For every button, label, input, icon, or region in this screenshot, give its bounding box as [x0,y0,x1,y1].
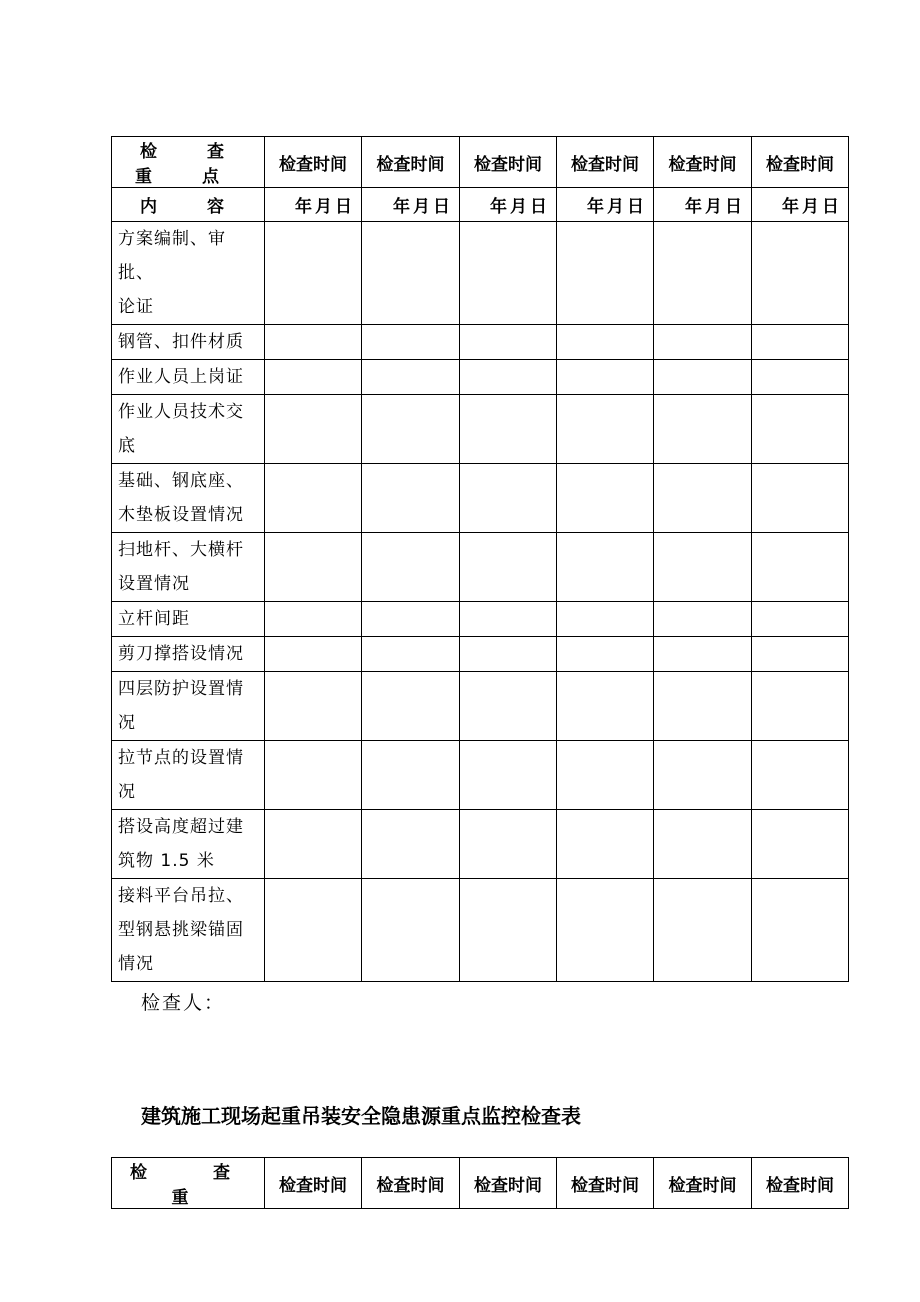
table-row [112,222,849,325]
check-item-line: 况 [118,713,136,733]
blank-check-cell[interactable] [752,741,849,810]
check-item-line: 接料平台吊拉、 [118,886,244,906]
blank-check-cell[interactable] [362,602,460,637]
blank-check-cell[interactable] [362,464,460,533]
blank-check-cell[interactable] [265,741,362,810]
date-cell: 年月日 [362,188,460,222]
check-item [112,879,265,982]
check-item [112,602,265,637]
key-points-label-line2: 内 容 [140,197,246,217]
blank-check-cell[interactable] [265,360,362,395]
table-row [112,395,849,464]
blank-check-cell[interactable] [460,637,557,672]
check-item-line: 筑物 1.5 米 [118,851,215,871]
blank-check-cell[interactable] [752,325,849,360]
blank-check-cell[interactable] [557,810,654,879]
blank-check-cell[interactable] [654,602,752,637]
blank-check-cell[interactable] [460,325,557,360]
blank-check-cell[interactable] [362,672,460,741]
blank-check-cell[interactable] [752,533,849,602]
key-points-label-line1: 检 查 重 点 [135,142,246,187]
blank-check-cell[interactable] [752,637,849,672]
check-item [112,741,265,810]
blank-check-cell[interactable] [752,672,849,741]
blank-check-cell[interactable] [557,602,654,637]
blank-check-cell[interactable] [557,395,654,464]
inspection-time-header: 检查时间 [265,137,362,188]
blank-check-cell[interactable] [362,879,460,982]
check-item-line: 方案编制、审批、 [118,229,226,283]
blank-check-cell[interactable] [265,810,362,879]
blank-check-cell[interactable] [265,325,362,360]
check-item-line: 作业人员技术交 [118,402,244,422]
date-cell: 年月日 [654,188,752,222]
check-item-line: 设置情况 [118,574,190,594]
inspection-time-header: 检查时间 [460,137,557,188]
inspection-time-header: 检查时间 [654,137,752,188]
check-item-line: 四层防护设置情 [118,679,244,699]
blank-check-cell[interactable] [265,637,362,672]
check-item [112,395,265,464]
blank-check-cell[interactable] [460,533,557,602]
check-item [112,533,265,602]
blank-check-cell[interactable] [654,741,752,810]
blank-check-cell[interactable] [752,810,849,879]
table-row [112,672,849,741]
check-item [112,672,265,741]
table-row [112,602,849,637]
check-item [112,810,265,879]
blank-check-cell[interactable] [460,360,557,395]
blank-check-cell[interactable] [460,741,557,810]
blank-check-cell[interactable] [362,395,460,464]
inspection-table-lifting [111,1157,849,1209]
blank-check-cell[interactable] [654,879,752,982]
table-row [112,879,849,982]
blank-check-cell[interactable] [362,637,460,672]
blank-check-cell[interactable] [654,464,752,533]
blank-check-cell[interactable] [654,533,752,602]
blank-check-cell[interactable] [654,395,752,464]
blank-check-cell[interactable] [265,672,362,741]
inspection-time-header: 检查时间 [362,137,460,188]
date-cell: 年月日 [557,188,654,222]
inspection-time-header: 检查时间 [265,1158,362,1209]
blank-check-cell[interactable] [362,741,460,810]
blank-check-cell[interactable] [557,879,654,982]
blank-check-cell[interactable] [654,810,752,879]
check-item [112,360,265,395]
check-item [112,222,265,325]
table-row [112,637,849,672]
date-cell: 年月日 [265,188,362,222]
blank-check-cell[interactable] [654,325,752,360]
blank-check-cell[interactable] [557,533,654,602]
blank-check-cell[interactable] [557,222,654,325]
table-row [112,741,849,810]
blank-check-cell[interactable] [557,360,654,395]
inspection-time-header: 检查时间 [752,137,849,188]
table-row [112,533,849,602]
blank-check-cell[interactable] [752,602,849,637]
blank-check-cell[interactable] [362,222,460,325]
key-points-header [112,188,265,222]
inspection-table-scaffold [111,136,849,982]
table-header-row [112,1158,849,1209]
key-points-header [112,137,265,188]
check-item-line: 况 [118,782,136,802]
blank-check-cell[interactable] [752,879,849,982]
inspection-time-header: 检查时间 [752,1158,849,1209]
table-row [112,810,849,879]
check-item-line: 搭设高度超过建 [118,817,244,837]
check-item [112,325,265,360]
table-header-row [112,188,849,222]
blank-check-cell[interactable] [752,395,849,464]
check-item-line: 情况 [118,954,154,974]
blank-check-cell[interactable] [460,602,557,637]
check-item-line: 剪刀撑搭设情况 [118,644,244,664]
inspection-time-header: 检查时间 [654,1158,752,1209]
inspection-time-header: 检查时间 [557,1158,654,1209]
table-row [112,360,849,395]
section-title: 建筑施工现场起重吊装安全隐患源重点监控检查表 [141,1104,581,1128]
inspection-time-header: 检查时间 [460,1158,557,1209]
blank-check-cell[interactable] [362,533,460,602]
blank-check-cell[interactable] [557,325,654,360]
check-item-line: 型钢悬挑梁锚固 [118,920,244,940]
blank-check-cell[interactable] [265,533,362,602]
blank-check-cell[interactable] [752,222,849,325]
checker-label: 检查人： [141,992,226,1014]
blank-check-cell[interactable] [460,672,557,741]
date-cell: 年月日 [460,188,557,222]
blank-check-cell[interactable] [654,672,752,741]
date-cell: 年月日 [752,188,849,222]
blank-check-cell[interactable] [557,672,654,741]
key-points-header: 检 查 重 [112,1158,265,1209]
check-item-line: 扫地杆、大横杆 [118,540,244,560]
blank-check-cell[interactable] [265,602,362,637]
check-item-line: 木垫板设置情况 [118,505,244,525]
blank-check-cell[interactable] [654,360,752,395]
check-item-line: 钢管、扣件材质 [118,332,244,352]
blank-check-cell[interactable] [460,464,557,533]
blank-check-cell[interactable] [460,810,557,879]
check-item [112,464,265,533]
blank-check-cell[interactable] [362,325,460,360]
blank-check-cell[interactable] [752,464,849,533]
blank-check-cell[interactable] [265,464,362,533]
blank-check-cell[interactable] [557,741,654,810]
inspection-time-header: 检查时间 [362,1158,460,1209]
inspection-time-header: 检查时间 [557,137,654,188]
blank-check-cell[interactable] [557,464,654,533]
blank-check-cell[interactable] [460,222,557,325]
blank-check-cell[interactable] [654,637,752,672]
check-item [112,637,265,672]
table-header-row [112,137,849,188]
blank-check-cell[interactable] [265,222,362,325]
blank-check-cell[interactable] [752,360,849,395]
blank-check-cell[interactable] [265,395,362,464]
blank-check-cell[interactable] [362,360,460,395]
check-item-line: 论证 [118,297,154,317]
check-item-line: 基础、钢底座、 [118,471,244,491]
table-row [112,464,849,533]
blank-check-cell[interactable] [460,879,557,982]
blank-check-cell[interactable] [557,637,654,672]
blank-check-cell[interactable] [460,395,557,464]
blank-check-cell[interactable] [362,810,460,879]
check-item-line: 立杆间距 [118,609,190,629]
blank-check-cell[interactable] [654,222,752,325]
table-row [112,325,849,360]
check-item-line: 作业人员上岗证 [118,367,244,387]
check-item-line: 拉节点的设置情 [118,748,244,768]
blank-check-cell[interactable] [265,879,362,982]
check-item-line: 底 [118,436,136,456]
